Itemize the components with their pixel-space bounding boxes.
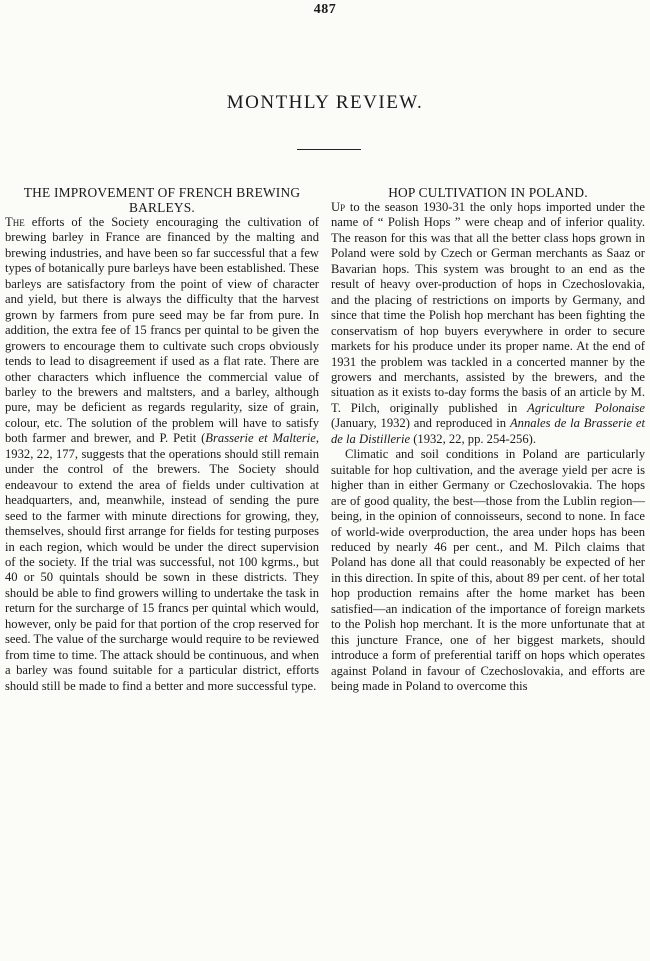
right-p1-text-a: to the season 1930-31 the only hops imported under the name of “ Polish Hops ” were cheap and of inferior quality. The reason for this was that all the better class hops grown in Poland were sold by Czech or German merchants as Saaz or Bavarian hops. This system was brought to an end as the result of heavy over-production of hops in Czechoslovakia, and the placing of restrictions on imports by Germany, and since that time the Polish hop merchant has been fighting the conservatism of hop buyers everywhere in order to secure markets for his produce under its proper name. At the end of 1931 the problem was tackled in a concerted manner by the growers and merchants, assisted by the brewers, and the situation as it exists to-day forms the basis of an article by M. T. Pilch, originally published in bbox=[331, 200, 645, 415]
left-p1-text-a: efforts of the Society encouraging the cultivation of brewing barley in France are financed by the malting and brewing industries, and have been so far successful that a few types of botanically pure barleys have been established. These barleys are satisfactory from the point of view of character and yield, but there is always the difficulty that the harvest grown by farmers from pure seed may be far from pure. In addition, the extra fee of 15 francs per quintal to be given the growers to encourage them to cultivate such crops obviously tends to lead to disagreement if used as a flat rate. There are other characters which influence the commercial value of barley to the brewers and maltsters, and a barley, although pure, may be deficient as regards regularity, size of grain, colour, etc. The solution of the problem will have to satisfy both farmer and brewer, and P. Petit ( bbox=[5, 215, 319, 446]
left-p1-text-b: , 1932, 22, 177, suggests that the operations should still remain under the control of the brewers. The Society should endeavour to extend the area of fields under cultivation at headquarters, and, meanwhile, instead of sending the pure seed to the farmer with minute directions for growing, they, themselves, should first arrange for fields for testing purposes in each region, which would be under the direct supervision of the society. If the trial was successful, not 100 kgrms., but 40 or 50 quintals should be sown in these districts. They should be able to find growers willing to undertake the task in return for the surcharge of 15 francs per quintal which would, however, only be paid for that portion of the crop reserved for seed. The value of the surcharge would require to be reviewed from time to time. The attack should be continuous, and when a barley was found suitable for a particular district, efforts should still be made to find a better and more successful type. bbox=[5, 431, 319, 693]
right-article-paragraph-2: Climatic and soil conditions in Poland are particularly suitable for hop cultivation, and the average yield per acre is higher than in either Germany or Czechoslovakia. The hops are of good quality, the best—those from the Lublin region—being, in the opinion of connoisseurs, second to none. In face of world-wide overproduction, the area under hops has been reduced by nearly 46 per cent., and M. Pilch claims that Poland has done all that could reasonably be expected of her in this direction. In spite of this, about 89 per cent. of her total hop production remains after the home market has been satisfied—an indication of the importance of foreign markets to the Polish hop merchant. It is the more unfortunate that at this juncture France, one of her biggest markets, should introduce a form of preferential tariff on hops which operates against Poland in favour of Czechoslovakia, and efforts are being made in Poland to overcome this bbox=[331, 447, 645, 694]
page-number: 487 bbox=[313, 2, 337, 17]
left-column bbox=[5, 185, 319, 694]
right-article-heading: HOP CULTIVATION IN POLAND. bbox=[388, 185, 588, 200]
journal-section-title: MONTHLY REVIEW. bbox=[226, 92, 424, 113]
citation-journal: Brasserie et Malterie bbox=[205, 431, 316, 446]
right-p1-text-c: (1932, 22, pp. 254-256). bbox=[410, 431, 536, 446]
page-bottom-edge bbox=[0, 955, 650, 961]
citation-journal: Annales de la Brasserie et de la Distillerie bbox=[331, 416, 645, 446]
right-column bbox=[331, 185, 645, 695]
right-article-paragraph-1 bbox=[331, 200, 645, 447]
lead-in-word: The bbox=[5, 215, 25, 229]
title-divider bbox=[297, 149, 361, 150]
left-article-paragraph-1 bbox=[5, 215, 319, 694]
left-article-heading: THE IMPROVEMENT OF FRENCH BREWING BARLEYS. bbox=[23, 185, 301, 215]
citation-journal: Agriculture Polonaise bbox=[527, 400, 645, 415]
lead-in-word: Up bbox=[331, 200, 346, 214]
right-p1-text-b: (January, 1932) and reproduced in bbox=[331, 416, 510, 431]
